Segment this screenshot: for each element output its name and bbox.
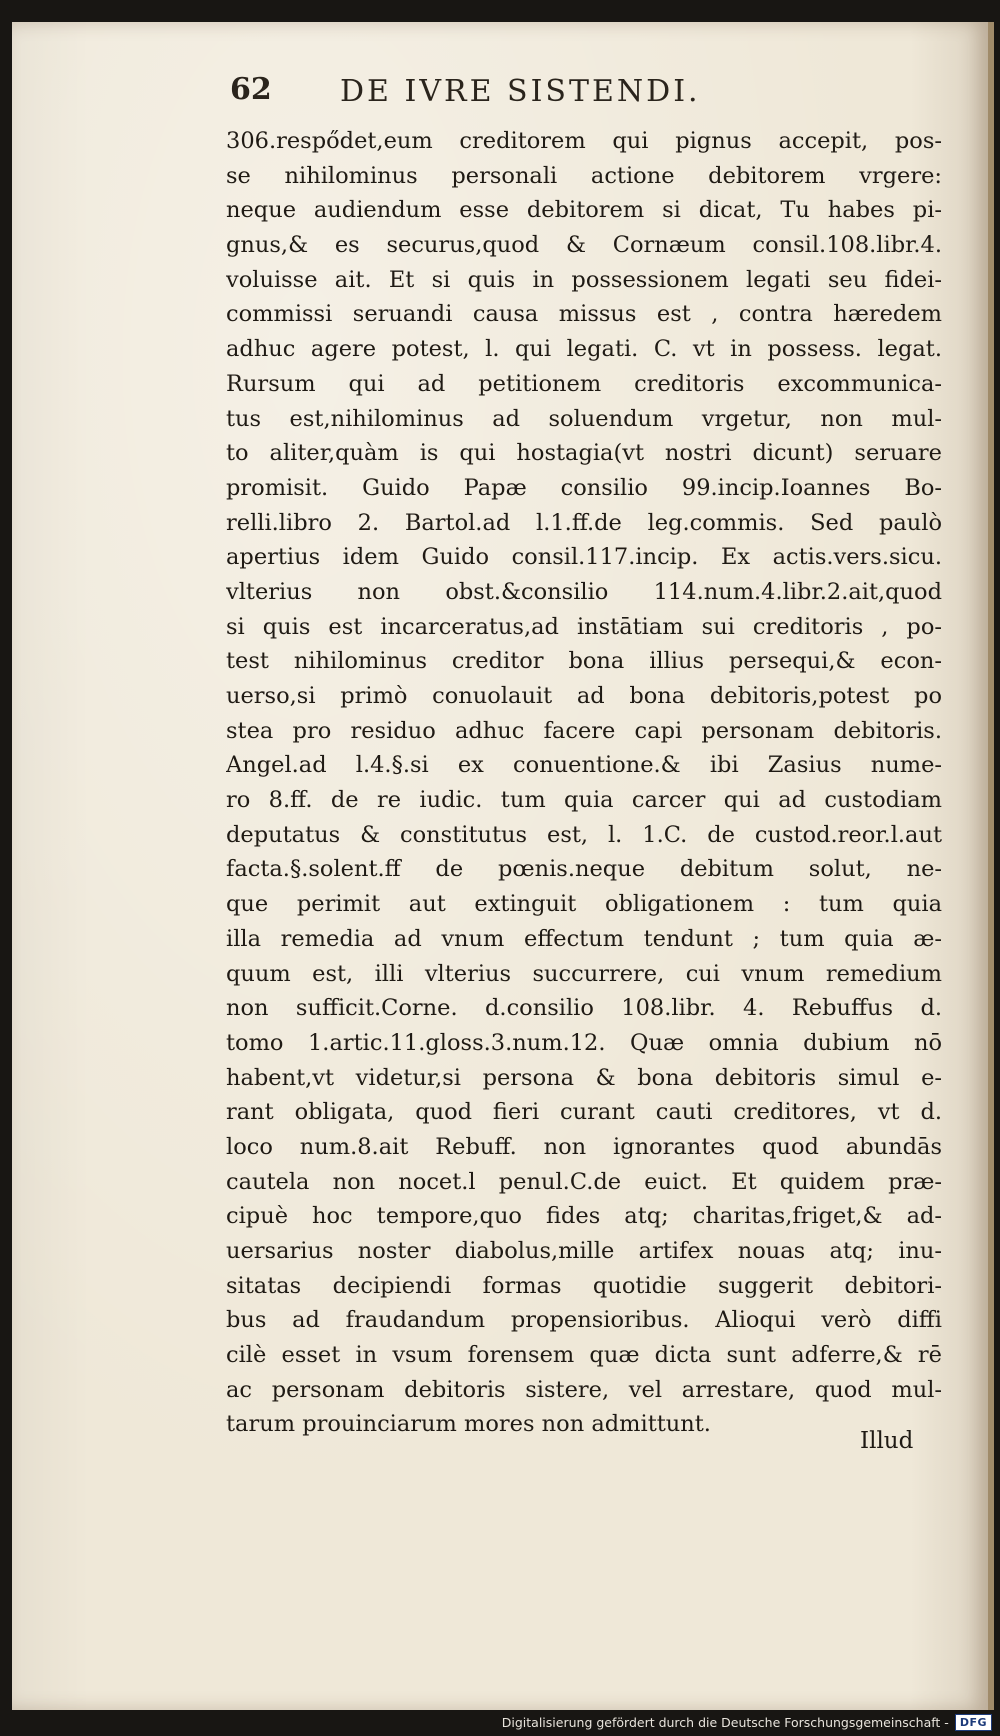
text-line: Rursum qui ad petitionem creditoris excommunica-	[226, 370, 942, 397]
text-line: rant obligata, quod fieri curant cauti creditores, vt d.	[226, 1099, 942, 1126]
body-text	[226, 124, 942, 1442]
catchword: Illud	[860, 1428, 914, 1454]
text-line: se nihilominus personali actione debitorem vrgere:	[226, 162, 942, 189]
text-line: quum est, illi vlterius succurrere, cui vnum remedium	[226, 960, 942, 987]
text-line: to aliter,quàm is qui hostagia(vt nostri dicunt) seruare	[226, 440, 942, 467]
text-line: commissi seruandi causa missus est , contra hæredem	[226, 301, 942, 328]
text-line: cilè esset in vsum forensem quæ dicta sunt adferre,& rē	[226, 1342, 942, 1369]
text-line: deputatus & constitutus est, l. 1.C. de custod.reor.l.aut	[226, 821, 942, 848]
text-line: cautela non nocet.l penul.C.de euict. Et quidem præ-	[226, 1168, 942, 1195]
text-line: habent,vt videtur,si persona & bona debitoris simul e-	[226, 1064, 942, 1091]
running-title: DE IVRE SISTENDI.	[340, 74, 701, 109]
text-line: vlterius non obst.&consilio 114.num.4.libr.2.ait,quod	[226, 578, 942, 605]
text-line: que perimit aut extinguit obligationem : tum quia	[226, 891, 942, 918]
text-line: ro 8.ff. de re iudic. tum quia carcer qui ad custodiam	[226, 787, 942, 814]
digitization-credit	[502, 1712, 992, 1732]
text-line: cipuè hoc tempore,quo fides atq; charitas,friget,& ad-	[226, 1203, 942, 1230]
text-line: uerso,si primò conuolauit ad bona debitoris,potest po	[226, 683, 942, 709]
text-line: non sufficit.Corne. d.consilio 108.libr. 4. Rebuffus d.	[226, 995, 942, 1022]
text-line: neque audiendum esse debitorem si dicat, Tu habes pi-	[226, 197, 942, 224]
text-line: voluisse ait. Et si quis in possessionem legati seu fidei-	[226, 266, 942, 293]
text-line: si quis est incarceratus,ad instātiam sui creditoris , po-	[226, 613, 942, 640]
text-line: relli.libro 2. Bartol.ad l.1.ff.de leg.commis. Sed paulò	[226, 509, 942, 536]
text-line: bus ad fraudandum propensioribus. Alioqui verò diffi	[226, 1307, 942, 1334]
text-line: tarum prouinciarum mores non admittunt.	[226, 1411, 711, 1438]
text-line: loco num.8.ait Rebuff. non ignorantes quod abundās	[226, 1133, 942, 1160]
credit-text: Digitalisierung gefördert durch die Deutsche Forschungsgemeinschaft -	[501, 1714, 949, 1730]
text-line: apertius idem Guido consil.117.incip. Ex actis.vers.sicu.	[226, 544, 942, 571]
text-line: sitatas decipiendi formas quotidie suggerit debitori-	[226, 1272, 942, 1299]
text-line: test nihilominus creditor bona illius persequi,& econ-	[226, 648, 942, 675]
text-line: tomo 1.artic.11.gloss.3.num.12. Quæ omnia dubium nō	[226, 1029, 942, 1056]
text-line: tus est,nihilominus ad soluendum vrgetur, non mul-	[226, 405, 942, 432]
text-line: Angel.ad l.4.§.si ex conuentione.& ibi Zasius nume-	[226, 752, 942, 779]
page-header	[230, 72, 790, 122]
text-line: 306.respődet,eum creditorem qui pignus accepit, pos-	[226, 128, 942, 154]
text-line: illa remedia ad vnum effectum tendunt ; tum quia æ-	[226, 925, 942, 952]
text-line: facta.§.solent.ff de pœnis.neque debitum solut, ne-	[226, 856, 942, 883]
text-line: promisit. Guido Papæ consilio 99.incip.Ioannes Bo-	[226, 474, 942, 501]
page-number: 62	[230, 72, 272, 107]
dfg-logo: DFG	[955, 1714, 992, 1731]
text-line: stea pro residuo adhuc facere capi personam debitoris.	[226, 717, 942, 744]
text-line: adhuc agere potest, l. qui legati. C. vt in possess. legat.	[226, 336, 942, 363]
text-line: gnus,& es securus,quod & Cornæum consil.108.libr.4.	[226, 232, 942, 259]
text-line: ac personam debitoris sistere, vel arrestare, quod mul-	[226, 1376, 942, 1403]
text-line: uersarius noster diabolus,mille artifex nouas atq; inu-	[226, 1238, 942, 1264]
